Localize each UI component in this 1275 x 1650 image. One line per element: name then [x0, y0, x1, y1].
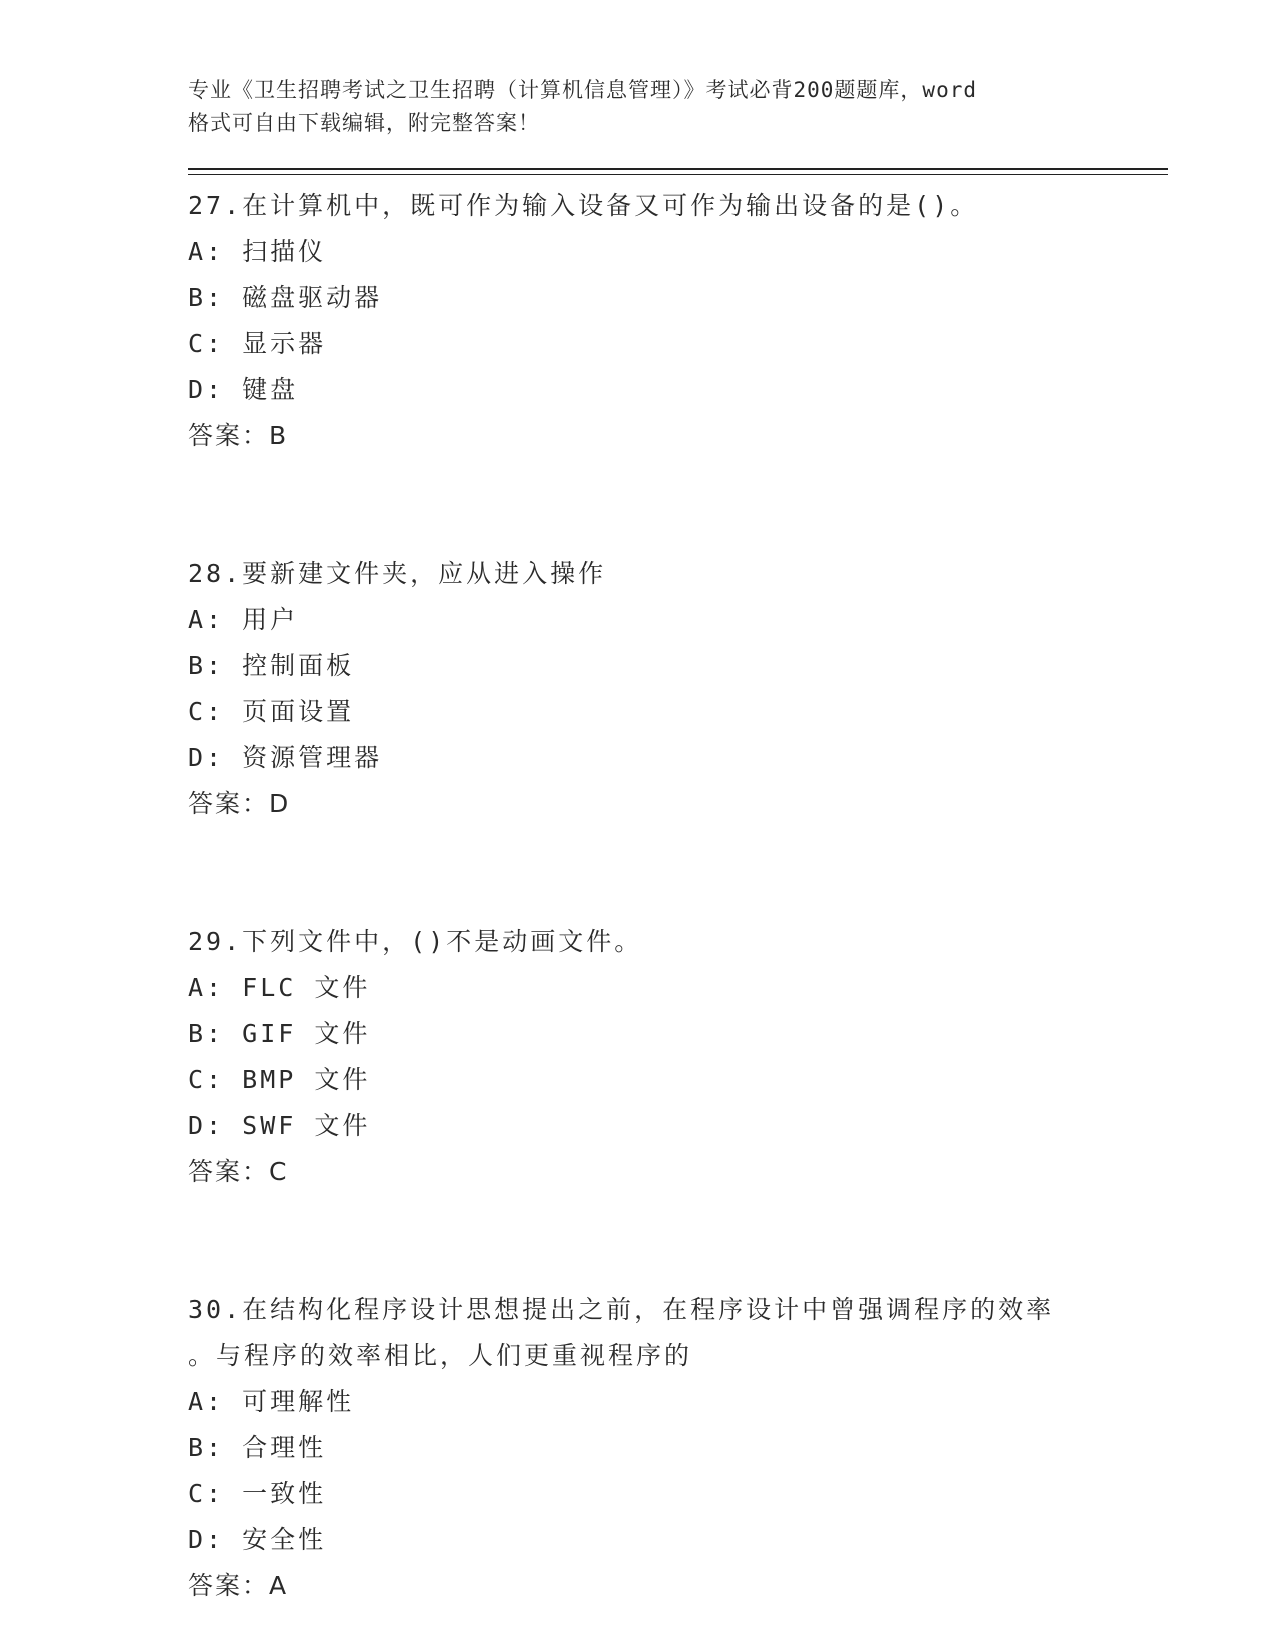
question-stem: 27.在计算机中，既可作为输入设备又可作为输出设备的是()。	[188, 191, 979, 220]
option-b: B: GIF 文件	[188, 1019, 371, 1048]
option-a: A: 用户	[188, 605, 299, 634]
option-d: D: 安全性	[188, 1525, 327, 1554]
document-header	[188, 74, 1088, 140]
question-spacer	[188, 827, 1168, 919]
option-d: D: SWF 文件	[188, 1111, 371, 1140]
question-spacer	[188, 459, 1168, 551]
option-c: C: BMP 文件	[188, 1065, 371, 1094]
option-a: A: 可理解性	[188, 1387, 355, 1416]
answer-line: 答案：A	[188, 1571, 289, 1600]
option-b: B: 磁盘驱动器	[188, 283, 383, 312]
answer-line: 答案：B	[188, 421, 289, 450]
option-d: D: 键盘	[188, 375, 299, 404]
question-stem-continued: 。与程序的效率相比，人们更重视程序的	[188, 1341, 693, 1370]
question-stem: 28.要新建文件夹，应从进入操作	[188, 559, 607, 588]
question-30	[188, 1287, 1168, 1609]
question-stem: 30.在结构化程序设计思想提出之前，在程序设计中曾强调程序的效率	[188, 1295, 1055, 1324]
option-b: B: 控制面板	[188, 651, 355, 680]
option-c: C: 显示器	[188, 329, 327, 358]
answer-line: 答案：C	[188, 1157, 289, 1186]
question-27	[188, 183, 1168, 459]
question-list	[188, 183, 1168, 1609]
answer-line: 答案：D	[188, 789, 291, 818]
header-line-1: 专业《卫生招聘考试之卫生招聘（计算机信息管理）》考试必背200题题库，word	[188, 78, 977, 102]
question-stem: 29.下列文件中，()不是动画文件。	[188, 927, 643, 956]
header-divider	[188, 168, 1168, 175]
header-line-2: 格式可自由下载编辑，附完整答案！	[188, 111, 540, 135]
option-a: A: FLC 文件	[188, 973, 371, 1002]
option-c: C: 一致性	[188, 1479, 327, 1508]
option-d: D: 资源管理器	[188, 743, 383, 772]
option-c: C: 页面设置	[188, 697, 355, 726]
question-29	[188, 919, 1168, 1195]
question-28	[188, 551, 1168, 827]
option-a: A: 扫描仪	[188, 237, 327, 266]
document-page	[188, 74, 1168, 1609]
option-b: B: 合理性	[188, 1433, 327, 1462]
question-spacer	[188, 1195, 1168, 1287]
